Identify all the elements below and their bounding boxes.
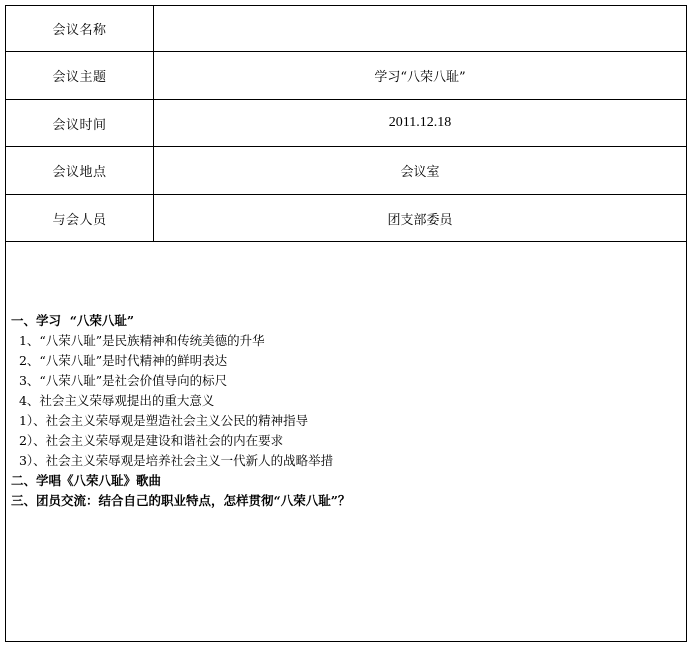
content-subitem: 1）、社会主义荣辱观是塑造社会主义公民的精神指导 — [11, 413, 309, 428]
meeting-time-label: 会议时间 — [6, 100, 154, 146]
meeting-location-row — [6, 147, 686, 195]
meeting-record-sheet — [5, 5, 687, 642]
content-subitem: 2）、社会主义荣辱观是建设和谐社会的内在要求 — [11, 433, 284, 448]
content-item: 3、“八荣八耻”是社会价值导向的标尺 — [11, 373, 228, 388]
meeting-time-value: 2011.12.18 — [388, 115, 452, 130]
content-heading-1: 一、学习 “八荣八耻” — [11, 313, 135, 328]
content-item: 4、社会主义荣辱观提出的重大意义 — [11, 393, 215, 408]
attendees-value: 团支部委员 — [387, 212, 453, 228]
content-heading-2: 二、学唱《八荣八耻》歌曲 — [11, 473, 162, 488]
meeting-topic-label: 会议主题 — [6, 52, 154, 99]
meeting-name-row — [6, 6, 686, 52]
attendees-label: 与会人员 — [6, 195, 154, 241]
meeting-topic-row — [6, 52, 686, 100]
meeting-location-label: 会议地点 — [6, 147, 154, 194]
content-subitem: 3）、社会主义荣辱观是培养社会主义一代新人的战略举措 — [11, 453, 334, 468]
meeting-topic-value: 学习“八荣八耻” — [374, 70, 466, 85]
content-item: 2、“八荣八耻”是时代精神的鲜明表达 — [11, 353, 228, 368]
meeting-content — [11, 311, 681, 511]
meeting-location-value: 会议室 — [400, 165, 440, 180]
attendees-row — [6, 195, 686, 242]
content-item: 1、“八荣八耻”是民族精神和传统美德的升华 — [11, 333, 265, 348]
meeting-time-row — [6, 100, 686, 147]
content-heading-3: 三、团员交流：结合自己的职业特点，怎样贯彻“八荣八耻”？ — [11, 493, 351, 508]
meeting-name-label: 会议名称 — [6, 6, 154, 51]
meeting-name-value — [154, 6, 686, 51]
